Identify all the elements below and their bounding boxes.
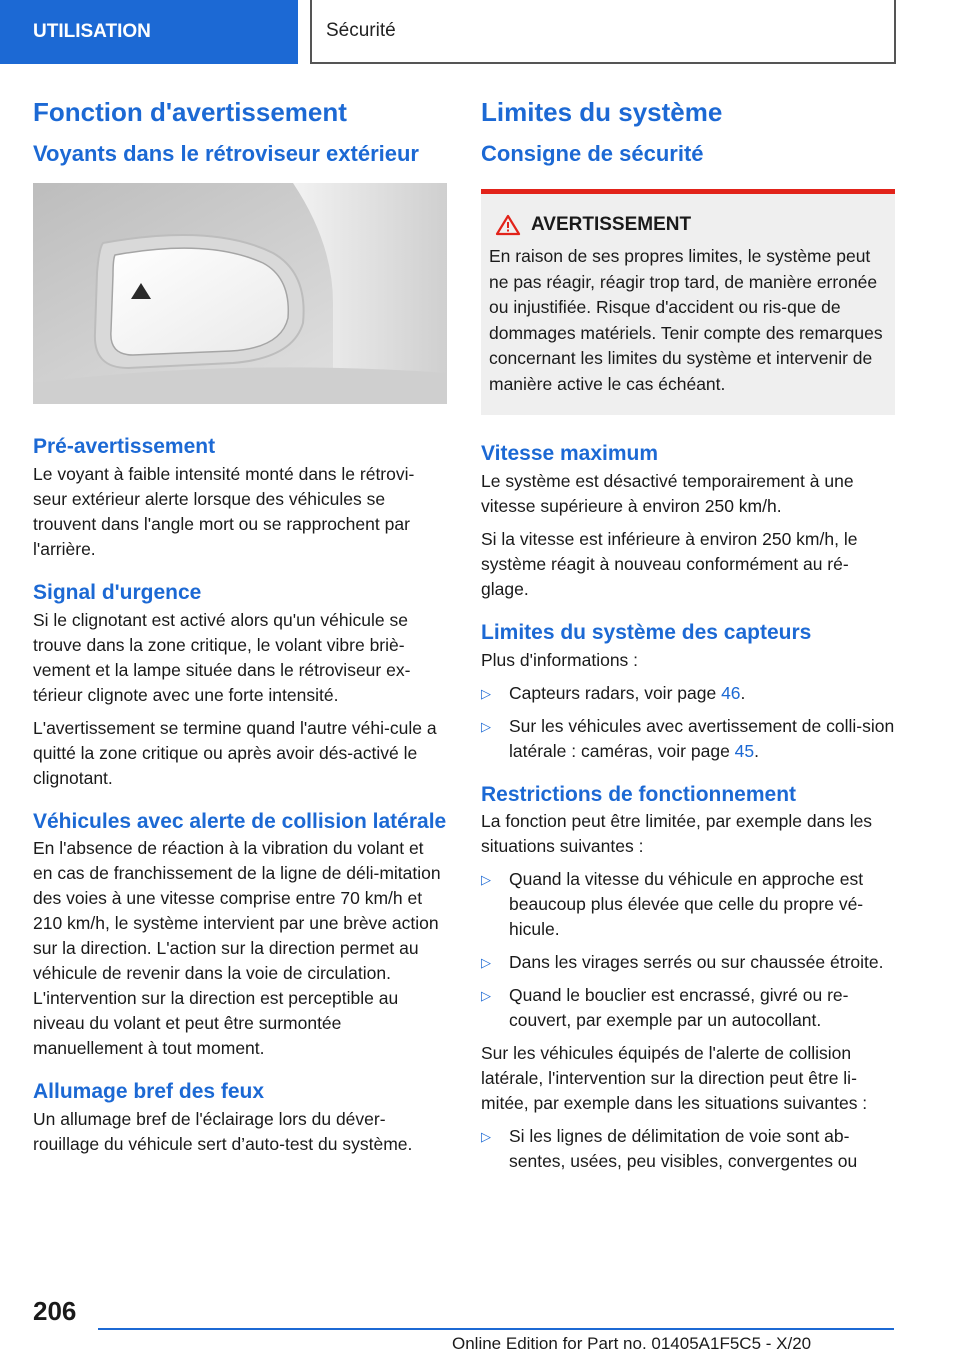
speed-text-1: Le système est désactivé temporairement à une vitesse supérieure à environ 250 km/h. [481,470,854,516]
sensors-list [481,681,895,764]
triangle-bullet-icon: ▷ [481,872,491,888]
triangle-bullet-icon: ▷ [481,988,491,1004]
list-item [481,1124,895,1174]
list-item [481,714,895,764]
list-item-end: . [740,682,746,703]
sensors-heading: Limites du système des capteurs [481,620,812,644]
left-column [33,96,447,1165]
warning-label: AVERTISSEMENT [531,214,692,236]
footer-divider [98,1328,894,1330]
section-tab [0,0,298,64]
list-item-text: Dans les virages serrés ou sur chaussée étroite. [509,952,884,973]
list-item-text: Quand le bouclier est encrassé, givré ou re-couvert, par exemple par un autocollant. [509,985,849,1031]
triangle-bullet-icon: ▷ [481,718,491,734]
restrictions-list-2 [481,1124,895,1174]
pre-warning-heading: Pré-avertissement [33,435,216,459]
page-title: Fonction d'avertissement [33,97,347,127]
emergency-heading: Signal d'urgence [33,580,202,604]
emergency-text-1: Si le clignotant est activé alors qu'un véhicule se trouve dans la zone critique, le volant vibre briè-vement et la lampe située dans le rétroviseur ex-térieur clignote avec une forte intensité. [33,609,411,705]
lights-heading: Allumage bref des feux [33,1080,265,1104]
restrictions-heading: Restrictions de fonctionnement [481,782,797,806]
speed-text-2: Si la vitesse est inférieure à environ 250 km/h, le système réagit à nouveau conformément au ré-glage. [481,528,858,599]
subsection-label: Sécurité [326,20,396,41]
triangle-bullet-icon: ▷ [481,685,491,701]
list-item [481,867,895,942]
restrictions-list [481,867,895,1033]
collision-text: En l'absence de réaction à la vibration du volant et en cas de franchissement de la ligne de déli-mitation des voies à une vitesse comprise entre 70 km/h et 210 km/h, le système intervient par une brève action sur la direction. L'action sur la direction permet au véhicule de revenir dans la voie de circulation. L'intervention sur la direction est perceptible au niveau du volant et peut être surmontée manuellement à tout moment. [33,838,441,1059]
warning-triangle-icon [495,214,521,236]
footer-edition: Online Edition for Part no. 01405A1F5C5 - X/20 [452,1334,812,1353]
warning-title [495,214,887,236]
section-label: UTILISATION [33,21,151,42]
right-column [481,96,895,1182]
restrictions-intro-2: Sur les véhicules équipés de l'alerte de collision latérale, l'intervention sur la direction peut être li-mitée, par exemple dans les situations suivantes : [481,1043,868,1114]
triangle-bullet-icon: ▷ [481,1129,491,1145]
subsection-header [310,0,896,64]
warning-box [481,189,895,415]
collision-heading: Véhicules avec alerte de collision latérale [33,809,447,833]
mirror-illustration [33,183,447,404]
speed-heading: Vitesse maximum [481,442,659,466]
list-item-end: . [754,740,760,761]
limits-title: Limites du système [481,97,723,127]
subtitle-mirror-lights: Voyants dans le rétroviseur extérieur [33,140,419,166]
page-link-46[interactable]: 46 [721,682,741,703]
emergency-text-2: L'avertissement se termine quand l'autre véhi-cule a quitté la zone critique ou après avoir dés-activé le clignotant. [33,717,437,788]
page-number: 206 [33,1296,77,1326]
mirror-image [33,183,447,404]
triangle-bullet-icon: ▷ [481,955,491,971]
sensors-intro: Plus d'informations : [481,649,639,670]
list-item-text: Capteurs radars, voir page [509,682,722,703]
page-link-45[interactable]: 45 [734,740,755,761]
restrictions-intro: La fonction peut être limitée, par exemple dans les situations suivantes : [481,811,873,857]
list-item [481,681,895,706]
list-item-text: Sur les véhicules avec avertissement de colli-sion latérale : caméras, voir page [509,715,895,761]
safety-subtitle: Consigne de sécurité [481,140,704,166]
lights-text: Un allumage bref de l'éclairage lors du déver-rouillage du véhicule sert d’auto-test du système. [33,1108,413,1154]
pre-warning-text: Le voyant à faible intensité monté dans le rétrovi-seur extérieur alerte lorsque des véhicules se trouvent dans l'angle mort ou se rapprochent par l'arrière. [33,463,415,559]
list-item-text: Si les lignes de délimitation de voie sont ab-sentes, usées, peu visibles, convergentes ou [509,1126,858,1172]
list-item [481,950,895,975]
list-item-text: Quand la vitesse du véhicule en approche est beaucoup plus élevée que celle du propre vé-hicule. [509,869,864,940]
list-item [481,983,895,1033]
warning-text: En raison de ses propres limites, le système peut ne pas réagir, réagir trop tard, de manière erronée ou injustifiée. Risque d'accident ou ris-que de dommages matériels. Tenir compte des remarques concernant les limites du système et intervenir de manière active le cas échéant. [489,246,883,394]
